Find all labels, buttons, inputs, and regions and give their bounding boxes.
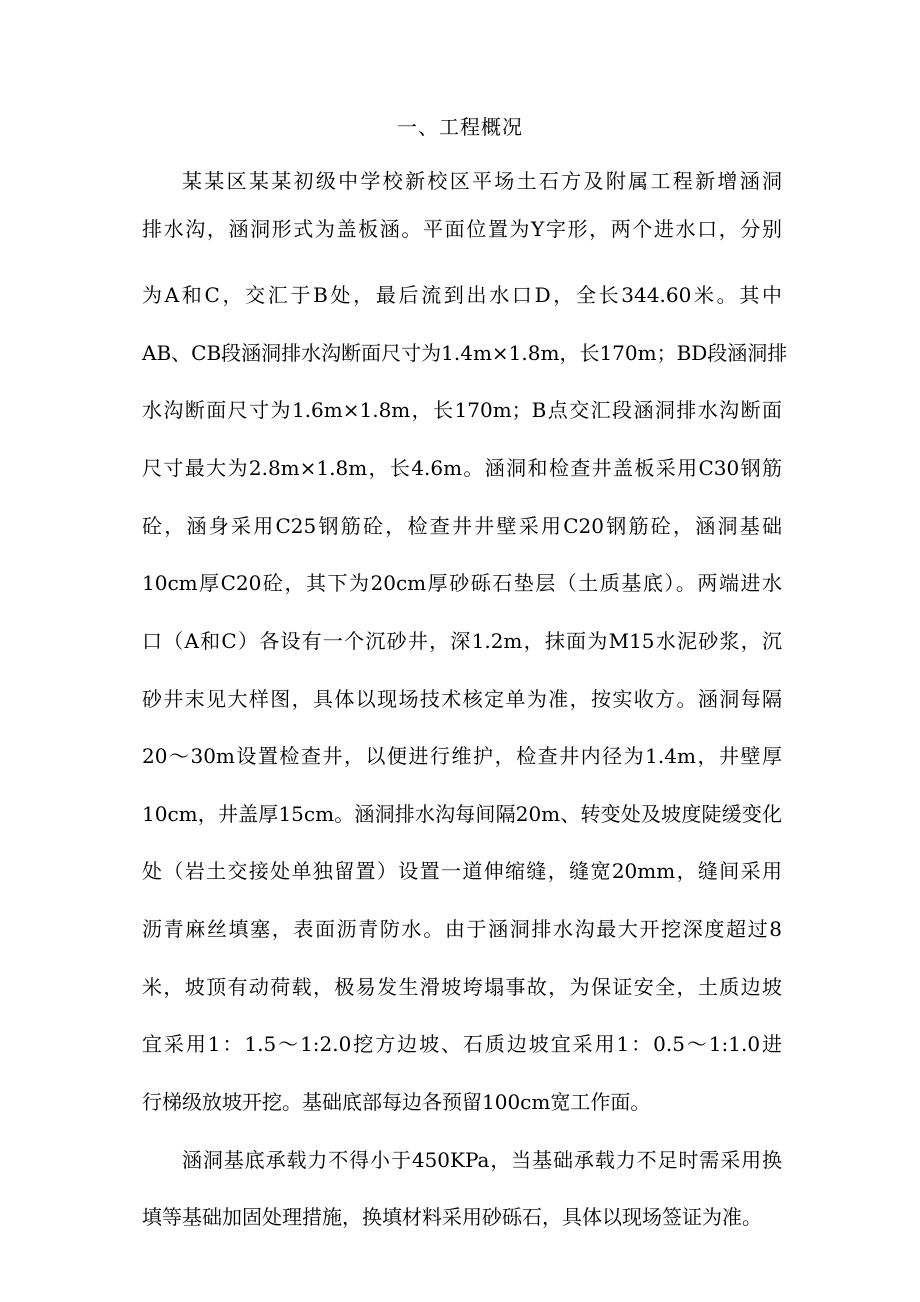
paragraph-1-line: 某某区某某初级中学校新校区平场土石方及附属工程新增涵洞 bbox=[182, 169, 782, 193]
paragraph-1-line: 口（A和C）各设有一个沉砂井，深1.2m，抹面为M15水泥砂浆，沉 bbox=[142, 629, 782, 653]
paragraph-2-line: 涵洞基底承载力不得小于450KPa，当基础承载力不足时需采用换 bbox=[182, 1148, 782, 1172]
paragraph-1-line: 砂井末见大样图，具体以现场技术核定单为准，按实收方。涵洞每隔 bbox=[142, 687, 782, 711]
paragraph-1-line: 10cm厚C20砼，其下为20cm厚砂砾石垫层（土质基底）。两端进水 bbox=[142, 571, 782, 595]
paragraph-1-line: 沥青麻丝填塞，表面沥青防水。由于涵洞排水沟最大开挖深度超过8 bbox=[142, 917, 782, 941]
section-heading: 一、工程概况 bbox=[397, 115, 523, 139]
paragraph-2-line: 填等基础加固处理措施，换填材料采用砂砾石，具体以现场签证为准。 bbox=[142, 1205, 762, 1229]
paragraph-1-line: 行梯级放坡开挖。基础底部每边各预留100cm宽工作面。 bbox=[142, 1090, 651, 1114]
paragraph-1-line: 砼，涵身采用C25钢筋砼，检查井井壁采用C20钢筋砼，涵洞基础 bbox=[142, 514, 782, 538]
paragraph-1-line: 米，坡顶有动荷载，极易发生滑坡垮塌事故，为保证安全，土质边坡 bbox=[142, 975, 782, 999]
paragraph-1-line: 20～30m设置检查井，以便进行维护，检查井内径为1.4m，井壁厚 bbox=[142, 744, 782, 768]
paragraph-1-line: AB、CB段涵洞排水沟断面尺寸为1.4m×1.8m，长170m；BD段涵洞排 bbox=[142, 341, 788, 365]
paragraph-1-line: 宜采用1：1.5～1:2.0挖方边坡、石质边坡宜采用1：0.5～1:1.0进 bbox=[142, 1032, 782, 1056]
paragraph-1-line: 尺寸最大为2.8m×1.8m，长4.6m。涵洞和检查井盖板采用C30钢筋 bbox=[142, 456, 782, 480]
paragraph-1-line: 处（岩土交接处单独留置）设置一道伸缩缝，缝宽20mm，缝间采用 bbox=[142, 859, 782, 883]
paragraph-1-line: 10cm，井盖厚15cm。涵洞排水沟每间隔20m、转变处及坡度陡缓变化 bbox=[142, 802, 782, 826]
paragraph-1-line: 水沟断面尺寸为1.6m×1.8m，长170m；B点交汇段涵洞排水沟断面 bbox=[142, 398, 782, 422]
paragraph-1-line: 排水沟，涵洞形式为盖板涵。平面位置为Y字形，两个进水口，分别 bbox=[142, 217, 782, 241]
paragraph-1-line: 为A和C，交汇于B处，最后流到出水口D，全长344.60米。其中 bbox=[142, 283, 782, 307]
